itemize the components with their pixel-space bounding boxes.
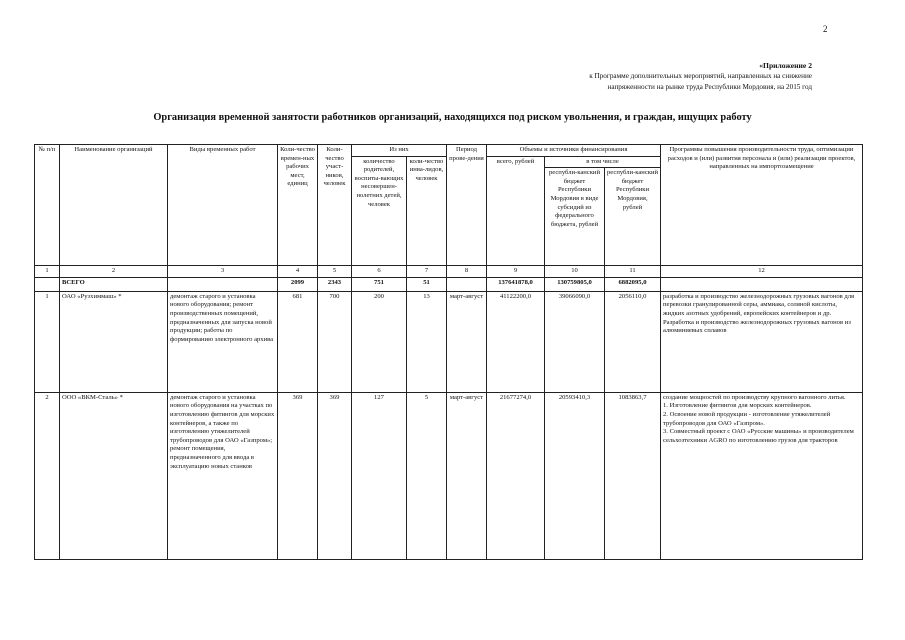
appendix-header	[520, 60, 812, 93]
total-places: 2099	[278, 277, 318, 291]
row-number: 2	[35, 392, 60, 559]
header-places: Коли-чество времен-ных рабочих мест, единиц	[278, 145, 318, 266]
header-org: Наименование организаций	[60, 145, 168, 266]
total-empty	[447, 277, 487, 291]
program-line: 3. Совместный проект с ОАО «Русские машины» и производителем сельхозтехники AGRO по изготовлению грузов для тракторов	[663, 428, 854, 444]
header-total-rub: всего, рублей	[487, 156, 545, 266]
header-including: в том числе	[545, 156, 661, 168]
total-label: ВСЕГО	[60, 277, 168, 291]
header-parents: количество родителей, воспиты-вающих несовершен-нолетних детей, человек	[352, 156, 407, 266]
header-period: Период прове-дения	[447, 145, 487, 266]
table-row	[35, 392, 863, 559]
program-line: 1. Изготовление фитингов для морских контейнеров.	[663, 402, 812, 410]
col-num: 7	[407, 266, 447, 278]
header-federal-subsidy: республи-канский бюджет Республики Мордовия в виде субсидий из федерального бюджета, рублей	[545, 168, 605, 266]
header-of-them: Из них	[352, 145, 447, 157]
col-num: 12	[661, 266, 863, 278]
employment-table	[34, 144, 863, 560]
row-disabled: 13	[407, 291, 447, 392]
total-empty	[35, 277, 60, 291]
total-parents: 751	[352, 277, 407, 291]
document-title: Организация временной занятости работников организаций, находящихся под риском увольнения, и граждан, ищущих работу	[153, 112, 752, 123]
row-republic: 2056110,0	[605, 291, 661, 392]
total-disabled: 51	[407, 277, 447, 291]
col-num: 3	[168, 266, 278, 278]
col-num: 9	[487, 266, 545, 278]
appendix-line-2: напряженности на рынке труда Республики Мордовия, на 2015 год	[607, 83, 812, 91]
table-row	[35, 291, 863, 392]
page-number: 2	[823, 24, 828, 34]
row-works: демонтаж старого и установка нового оборудования на участках по изготовлению фитингов для морских контейнеров, а также по изготовлению утяжелителей трубопроводов для ОАО «Газпром»; ремонт помещения, предназначенного для ввода в эксплуатацию новых станков	[168, 392, 278, 559]
header-row-1	[35, 145, 863, 157]
total-participants: 2343	[318, 277, 352, 291]
col-num: 8	[447, 266, 487, 278]
row-period: март-август	[447, 291, 487, 392]
total-republic: 6882095,0	[605, 277, 661, 291]
header-financing: Объемы и источники финансирования	[487, 145, 661, 157]
col-num: 10	[545, 266, 605, 278]
program-line: создание мощностей по производству крупного вагонного литья.	[663, 393, 846, 401]
header-republic-budget: республи-канский бюджет Республики Мордовия, рублей	[605, 168, 661, 266]
program-line: 2. Освоение новой продукции - изготовление утяжелителей трубопроводов для ОАО «Газпром».	[663, 410, 831, 427]
total-row	[35, 277, 863, 291]
row-republic: 1083863,7	[605, 392, 661, 559]
row-sum: 41122200,0	[487, 291, 545, 392]
row-federal: 39066090,0	[545, 291, 605, 392]
row-places: 681	[278, 291, 318, 392]
row-org: ООО «ВКМ-Сталь» *	[60, 392, 168, 559]
appendix-line-1: к Программе дополнительных мероприятий, направленных на снижение	[589, 72, 812, 80]
col-num: 5	[318, 266, 352, 278]
row-number: 1	[35, 291, 60, 392]
header-num: № п/п	[35, 145, 60, 266]
header-disabled: коли-чество инва-лидов, человек	[407, 156, 447, 266]
row-places: 369	[278, 392, 318, 559]
total-sum: 137641878,0	[487, 277, 545, 291]
row-works: демонтаж старого и установка нового оборудования; ремонт производственных помещений, предназначенных для запуска новой продукции; работы по формированию электронного архива	[168, 291, 278, 392]
col-num: 1	[35, 266, 60, 278]
col-num: 2	[60, 266, 168, 278]
header-works: Виды временных работ	[168, 145, 278, 266]
row-federal: 20593410,3	[545, 392, 605, 559]
total-empty	[661, 277, 863, 291]
col-num: 4	[278, 266, 318, 278]
col-num: 11	[605, 266, 661, 278]
row-org: ОАО «Рузхиммаш» *	[60, 291, 168, 392]
row-participants: 369	[318, 392, 352, 559]
total-federal: 130759805,0	[545, 277, 605, 291]
header-programs: Программы повышения производительности труда, оптимизации расходов и (или) развития персонала и (или) реализации проектов, направленных на импортозамещение	[661, 145, 863, 266]
column-numbers-row	[35, 266, 863, 278]
row-parents: 200	[352, 291, 407, 392]
header-participants: Коли-чество участ-ников, человек	[318, 145, 352, 266]
row-participants: 700	[318, 291, 352, 392]
row-program: разработка и производство железнодорожных грузовых вагонов для перевозки гранулированной серы, аммиака, соляной кислоты, жидких азотных удобрений, европейских контейнеров и др. Разработка и производство железнодорожных грузовых вагонов из алюминиевых сплавов	[661, 291, 863, 392]
row-parents: 127	[352, 392, 407, 559]
total-empty	[168, 277, 278, 291]
row-program	[661, 392, 863, 559]
row-period: март-август	[447, 392, 487, 559]
col-num: 6	[352, 266, 407, 278]
row-disabled: 5	[407, 392, 447, 559]
row-sum: 21677274,0	[487, 392, 545, 559]
appendix-title: «Приложение 2	[759, 61, 812, 70]
